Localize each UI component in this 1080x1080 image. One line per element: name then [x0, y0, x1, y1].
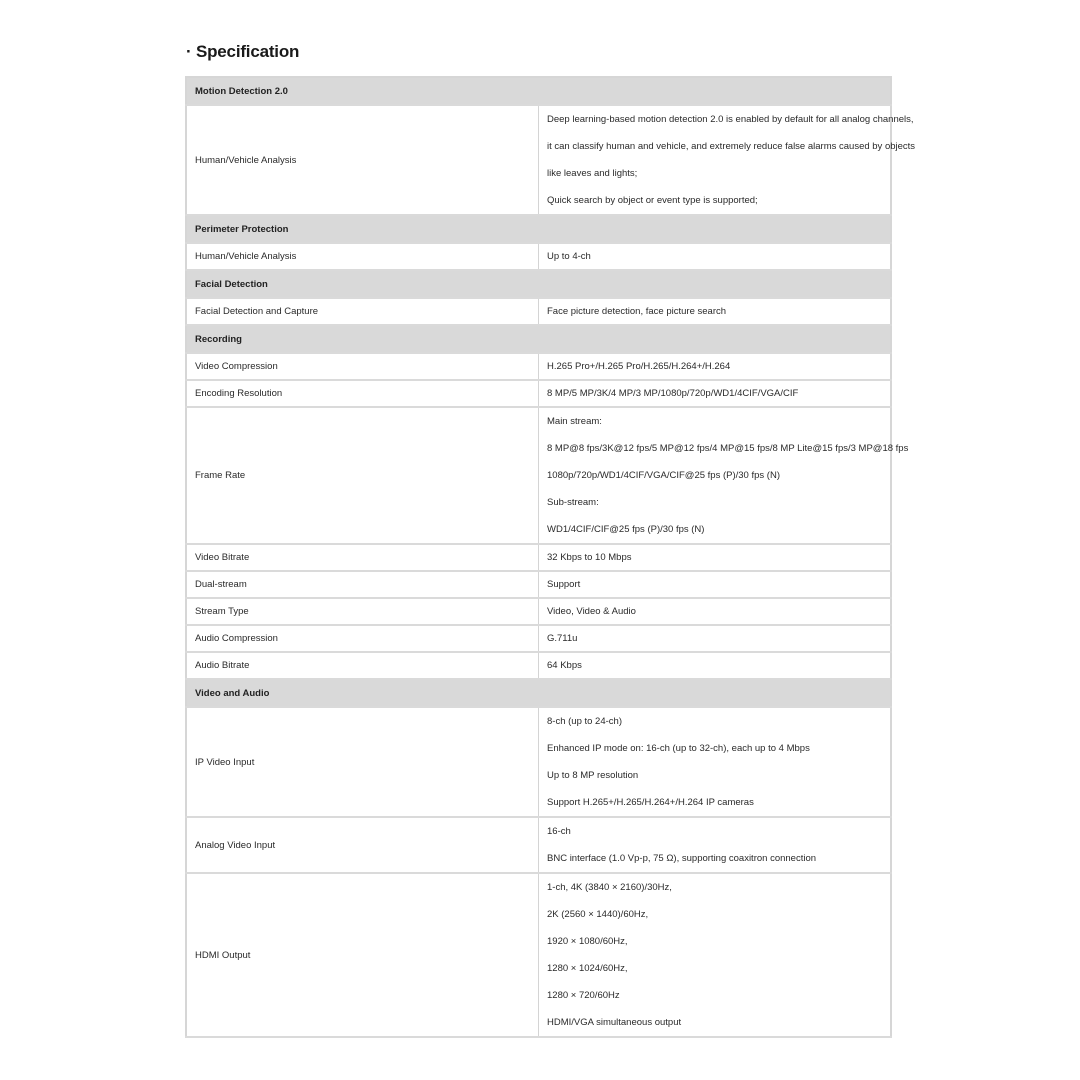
- spec-value: [539, 105, 916, 215]
- spec-label: HDMI Output: [186, 873, 539, 1037]
- spec-row: [186, 817, 891, 873]
- spec-value-line: it can classify human and vehicle, and extremely reduce false alarms caused by objects: [547, 141, 916, 152]
- spec-value-line: WD1/4CIF/CIF@25 fps (P)/30 fps (N): [547, 524, 705, 535]
- spec-value-line: like leaves and lights;: [547, 168, 638, 179]
- spec-value-line: HDMI/VGA simultaneous output: [547, 1017, 682, 1028]
- spec-value-line: Sub-stream:: [547, 497, 599, 508]
- spec-label: Audio Compression: [186, 625, 539, 652]
- spec-value-line: G.711u: [547, 633, 578, 644]
- spec-value: [539, 652, 892, 679]
- spec-row: [186, 598, 891, 625]
- section-header-row: [186, 215, 891, 243]
- spec-value: [539, 817, 892, 873]
- spec-row: [186, 873, 891, 1037]
- spec-row: [186, 243, 891, 270]
- section-title: Perimeter Protection: [186, 215, 891, 243]
- spec-row: [186, 625, 891, 652]
- spec-row: [186, 105, 891, 215]
- spec-value-line: 8-ch (up to 24-ch): [547, 716, 622, 727]
- spec-label: Human/Vehicle Analysis: [186, 105, 539, 215]
- spec-value-line: Main stream:: [547, 416, 602, 427]
- section-header-row: [186, 77, 891, 105]
- spec-label: Encoding Resolution: [186, 380, 539, 407]
- spec-value: [539, 407, 909, 544]
- spec-label: Video Bitrate: [186, 544, 539, 571]
- spec-label: Human/Vehicle Analysis: [186, 243, 539, 270]
- spec-row: [186, 353, 891, 380]
- spec-label: IP Video Input: [186, 707, 539, 817]
- spec-row: [186, 407, 891, 544]
- spec-value-line: Support H.265+/H.265/H.264+/H.264 IP cameras: [547, 797, 754, 808]
- spec-value-line: Video, Video & Audio: [547, 606, 636, 617]
- spec-value-line: H.265 Pro+/H.265 Pro/H.265/H.264+/H.264: [547, 361, 731, 372]
- spec-value: [539, 298, 892, 325]
- spec-value-line: 8 MP/5 MP/3K/4 MP/3 MP/1080p/720p/WD1/4CIF/VGA/CIF: [547, 388, 799, 399]
- spec-value-line: 1280 × 720/60Hz: [547, 990, 620, 1001]
- spec-label: Stream Type: [186, 598, 539, 625]
- section-header-row: [186, 325, 891, 353]
- spec-value: [539, 598, 892, 625]
- spec-value-line: 8 MP@8 fps/3K@12 fps/5 MP@12 fps/4 MP@15 fps/8 MP Lite@15 fps/3 MP@18 fps: [547, 443, 909, 454]
- section-title: Facial Detection: [186, 270, 891, 298]
- spec-value-line: 1920 × 1080/60Hz,: [547, 936, 628, 947]
- spec-label: Video Compression: [186, 353, 539, 380]
- section-header-row: [186, 270, 891, 298]
- spec-value-line: Deep learning-based motion detection 2.0 is enabled by default for all analog channels,: [547, 114, 914, 125]
- spec-value: [539, 544, 892, 571]
- section-title: Recording: [186, 325, 891, 353]
- spec-value-line: Enhanced IP mode on: 16-ch (up to 32-ch), each up to 4 Mbps: [547, 743, 810, 754]
- spec-value-line: Up to 8 MP resolution: [547, 770, 639, 781]
- spec-value-line: 2K (2560 × 1440)/60Hz,: [547, 909, 649, 920]
- spec-value: [539, 571, 892, 598]
- spec-value-line: Quick search by object or event type is supported;: [547, 195, 758, 206]
- spec-value: [539, 353, 892, 380]
- section-header-row: [186, 679, 891, 707]
- spec-label: Dual-stream: [186, 571, 539, 598]
- spec-value-line: 32 Kbps to 10 Mbps: [547, 552, 632, 563]
- spec-value-line: 1280 × 1024/60Hz,: [547, 963, 628, 974]
- spec-value-line: Face picture detection, face picture search: [547, 306, 727, 317]
- spec-value-line: BNC interface (1.0 Vp-p, 75 Ω), supporting coaxitron connection: [547, 853, 817, 864]
- spec-value-line: 64 Kbps: [547, 660, 582, 671]
- spec-label: Facial Detection and Capture: [186, 298, 539, 325]
- spec-label: Analog Video Input: [186, 817, 539, 873]
- spec-value-line: Up to 4-ch: [547, 251, 591, 262]
- spec-label: Audio Bitrate: [186, 652, 539, 679]
- spec-value: [539, 625, 892, 652]
- spec-row: [186, 707, 891, 817]
- spec-value-line: 16-ch: [547, 826, 571, 837]
- spec-row: [186, 652, 891, 679]
- spec-value-line: 1080p/720p/WD1/4CIF/VGA/CIF@25 fps (P)/30 fps (N): [547, 470, 780, 481]
- spec-row: [186, 380, 891, 407]
- spec-value: [539, 873, 892, 1037]
- specification-table: [185, 76, 916, 1038]
- spec-value-line: 1-ch, 4K (3840 × 2160)/30Hz,: [547, 882, 672, 893]
- spec-value-line: Support: [547, 579, 581, 590]
- spec-row: [186, 571, 891, 598]
- spec-value: [539, 707, 892, 817]
- page-title: · Specification: [186, 42, 300, 61]
- spec-value: [539, 380, 892, 407]
- spec-row: [186, 298, 891, 325]
- section-title: Video and Audio: [186, 679, 891, 707]
- spec-row: [186, 544, 891, 571]
- section-title: Motion Detection 2.0: [186, 77, 891, 105]
- spec-value: [539, 243, 892, 270]
- spec-label: Frame Rate: [186, 407, 539, 544]
